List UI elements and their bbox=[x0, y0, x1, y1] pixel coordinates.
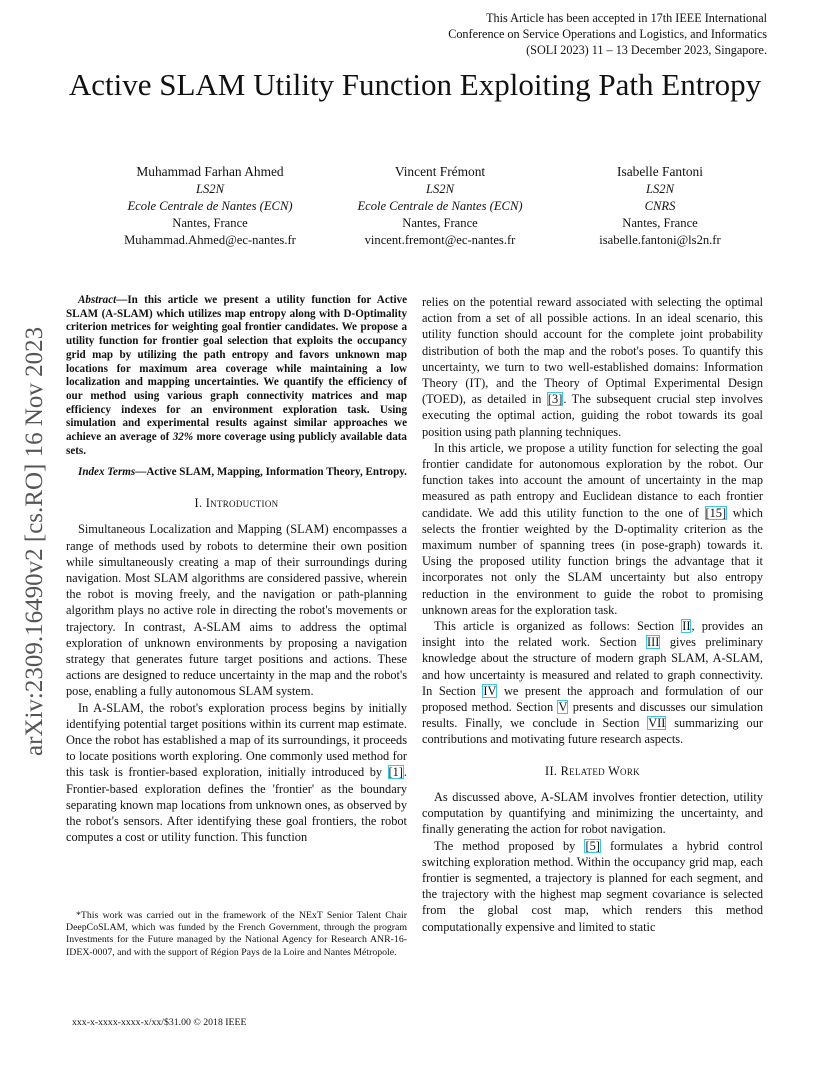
arxiv-stamp: arXiv:2309.16490v2 [cs.RO] 16 Nov 2023 bbox=[21, 326, 48, 756]
abstract-emph: 32% bbox=[172, 431, 194, 444]
paragraph-text: In A-SLAM, the robot's exploration process begins by initially identifying potential target positions within its current map estimate. Once the robot has established a map of its surroundings, it proceeds to locate positions worth exploring. One commonly used method for this task is frontier-based exploration, initially introduced by bbox=[66, 700, 407, 780]
citation-link[interactable]: [3] bbox=[547, 392, 563, 407]
index-terms bbox=[66, 466, 407, 480]
section-heading-intro bbox=[66, 495, 407, 511]
section-link[interactable]: II bbox=[682, 619, 691, 634]
abstract-text-end: more coverage using publicly available data sets. bbox=[66, 431, 407, 457]
author-name: Vincent Frémont bbox=[394, 164, 486, 179]
section-link[interactable]: VII bbox=[648, 716, 666, 731]
author-block bbox=[330, 163, 550, 249]
paragraph-text: summarizing our contributions and motivating future research aspects. bbox=[422, 716, 763, 747]
author-location: Nantes, France bbox=[402, 216, 478, 230]
section-link[interactable]: V bbox=[558, 700, 568, 715]
notice-line-2: Conference on Service Operations and Logistics, and Informatics bbox=[448, 27, 767, 41]
paragraph-text: . The subsequent crucial step involves executing the optimal action, guiding the robot towards its goal position using path planning techniques. bbox=[422, 392, 763, 439]
right-column bbox=[422, 294, 763, 935]
author-org: Ecole Centrale de Nantes (ECN) bbox=[357, 199, 523, 213]
paragraph-text: formulates a hybrid control switching exploration method. Within the occupancy grid map, each frontier is segmented, a trajectory is planned for each segment, and the trajectory with the highest map segment covariance is selected from the global cost map, which renders this method computationally expensive and limited to static bbox=[422, 838, 763, 934]
paragraph-text: The method proposed by bbox=[434, 838, 585, 853]
paragraph-text: relies on the potential reward associated with selecting the optimal action from a set of all possible actions. In an ideal scenario, this utility function should account for the complete joint probability distribution of both the map and the robot's poses. To quantify this uncertainty, we turn to two well-established domains: Information Theory (IT), and the Theory of Optimal Experimental Design (TOED), as detailed in bbox=[422, 295, 763, 407]
author-dept: LS2N bbox=[646, 182, 674, 196]
author-location: Nantes, France bbox=[172, 216, 248, 230]
author-email[interactable]: Muhammad.Ahmed@ec-nantes.fr bbox=[124, 233, 296, 247]
abstract-text: —In this article we present a utility function for Active SLAM (A-SLAM) which utilizes map entropy along with D-Optimality criterion metrices for weighting goal frontier candidates. We propose a utility function for frontier goal selection that exploits the occupancy grid map by utilizing the path entropy and favors unknown map locations for maximum area coverage while maintaining a low localization and mapping uncertainties. We quantify the efficiency of our method using various graph connectivity matrices and map efficiency indexes for an environment exploration task. Using simulation and experimental results against similar approaches we achieve an average of bbox=[66, 294, 407, 444]
author-location: Nantes, France bbox=[622, 216, 698, 230]
notice-line-1: This Article has been accepted in 17th IEEE International bbox=[486, 11, 767, 25]
intro-paragraph-3 bbox=[422, 294, 763, 440]
citation-link[interactable]: [15] bbox=[705, 505, 727, 520]
section-heading-related bbox=[422, 763, 763, 779]
copyright-footer: xxx-x-xxxx-xxxx-x/xx/$31.00 © 2018 IEEE bbox=[72, 1017, 247, 1028]
intro-paragraph-2 bbox=[66, 700, 407, 846]
acceptance-notice bbox=[387, 10, 767, 58]
paragraph-text: gives preliminary knowledge about the structure of modern graph SLAM, A-SLAM, and how uncertainty is measured and related to graph connectivity. In Section bbox=[422, 635, 763, 698]
paragraph-text: , provides an insight into the related work. Section bbox=[422, 619, 764, 650]
funding-footnote: *This work was carried out in the framework of the NExT Senior Talent Chair DeepCoSLAM, which was funded by the French Government, through the program Investments for the Future managed by the National Agency for Research ANR-16-IDEX-0007, and with the support of Région Pays de la Loire and Nantes Métropole. bbox=[66, 910, 407, 958]
intro-paragraph-5 bbox=[422, 618, 763, 748]
author-dept: LS2N bbox=[196, 182, 224, 196]
intro-paragraph-4 bbox=[422, 440, 763, 618]
section-link[interactable]: IV bbox=[483, 683, 497, 698]
section-heading-text: I. Introduction bbox=[194, 496, 279, 511]
left-column bbox=[66, 294, 407, 845]
paragraph-text: presents and discusses our simulation results. Finally, we conclude in Section bbox=[422, 700, 764, 731]
paragraph-text: This article is organized as follows: Section bbox=[434, 619, 682, 634]
index-terms-label: Index Terms bbox=[78, 466, 136, 479]
related-paragraph-2 bbox=[422, 838, 763, 935]
paragraph-text: we present the approach and formulation of our proposed method. Section bbox=[422, 683, 763, 715]
paragraph-text: which selects the frontier weighted by the D-optimality criterion as the maximum number of spanning trees (in pose-graph) towards it. Using the proposed utility function brings the advantage that it incorporates not only the SLAM uncertainty but also entropy reduction in the environment to guide the robot to promising unknown areas for the exploration task. bbox=[422, 505, 763, 617]
author-block bbox=[550, 163, 770, 249]
section-heading-text: II. Related Work bbox=[545, 763, 640, 778]
citation-link[interactable]: [5] bbox=[585, 838, 600, 853]
intro-paragraph-1: Simultaneous Localization and Mapping (SLAM) encompasses a range of methods used by robots to determine their own position while simultaneously creating a map of their surroundings during navigation. Most SLAM algorithms are considered passive, wherein the robot is moving freely, and the navigation or path-planning algorithm plays no active role in directing the robot's movements or trajectory. In contrast, A-SLAM aims to address the optimal exploration of unknown environments by proposing a navigation strategy that generates future target positions and actions. These actions are designed to reduce uncertainty in the map and the robot's pose, enabling a fully autonomous SLAM system. bbox=[66, 522, 407, 699]
notice-line-3: (SOLI 2023) 11 – 13 December 2023, Singapore. bbox=[526, 43, 767, 57]
paragraph-text: . Frontier-based exploration defines the 'frontier' as the boundary separating known map locations from unknown ones, as observed by the robot's sensors. After identifying these goal frontiers, the robot computes a cost or utility function. This function bbox=[66, 765, 407, 845]
author-block bbox=[90, 163, 330, 249]
related-paragraph-1: As discussed above, A-SLAM involves frontier detection, utility computation by quantifying and minimizing the uncertainty, and finally generating the action for robot navigation. bbox=[422, 789, 763, 837]
author-email[interactable]: isabelle.fantoni@ls2n.fr bbox=[599, 233, 721, 247]
author-email[interactable]: vincent.fremont@ec-nantes.fr bbox=[364, 233, 516, 247]
abstract-label: Abstract bbox=[78, 294, 117, 306]
paper-title: Active SLAM Utility Function Exploiting Path Entropy bbox=[68, 67, 762, 102]
author-org: CNRS bbox=[644, 199, 676, 213]
citation-link[interactable]: [1] bbox=[388, 765, 403, 780]
paragraph-text: In this article, we propose a utility function for selecting the goal frontier candidate for autonomous exploration by the robot. Our function takes into account the amount of uncertainty in the map measured as path entropy and Euclidean distance to each frontier candidate. We add this utility function to the one of bbox=[422, 440, 763, 520]
abstract bbox=[66, 294, 407, 458]
section-link[interactable]: III bbox=[647, 635, 660, 650]
author-name: Isabelle Fantoni bbox=[617, 164, 703, 179]
author-name: Muhammad Farhan Ahmed bbox=[136, 164, 284, 179]
author-dept: LS2N bbox=[426, 182, 454, 196]
index-terms-text: —Active SLAM, Mapping, Information Theory, Entropy. bbox=[135, 466, 407, 479]
author-org: Ecole Centrale de Nantes (ECN) bbox=[127, 199, 293, 213]
